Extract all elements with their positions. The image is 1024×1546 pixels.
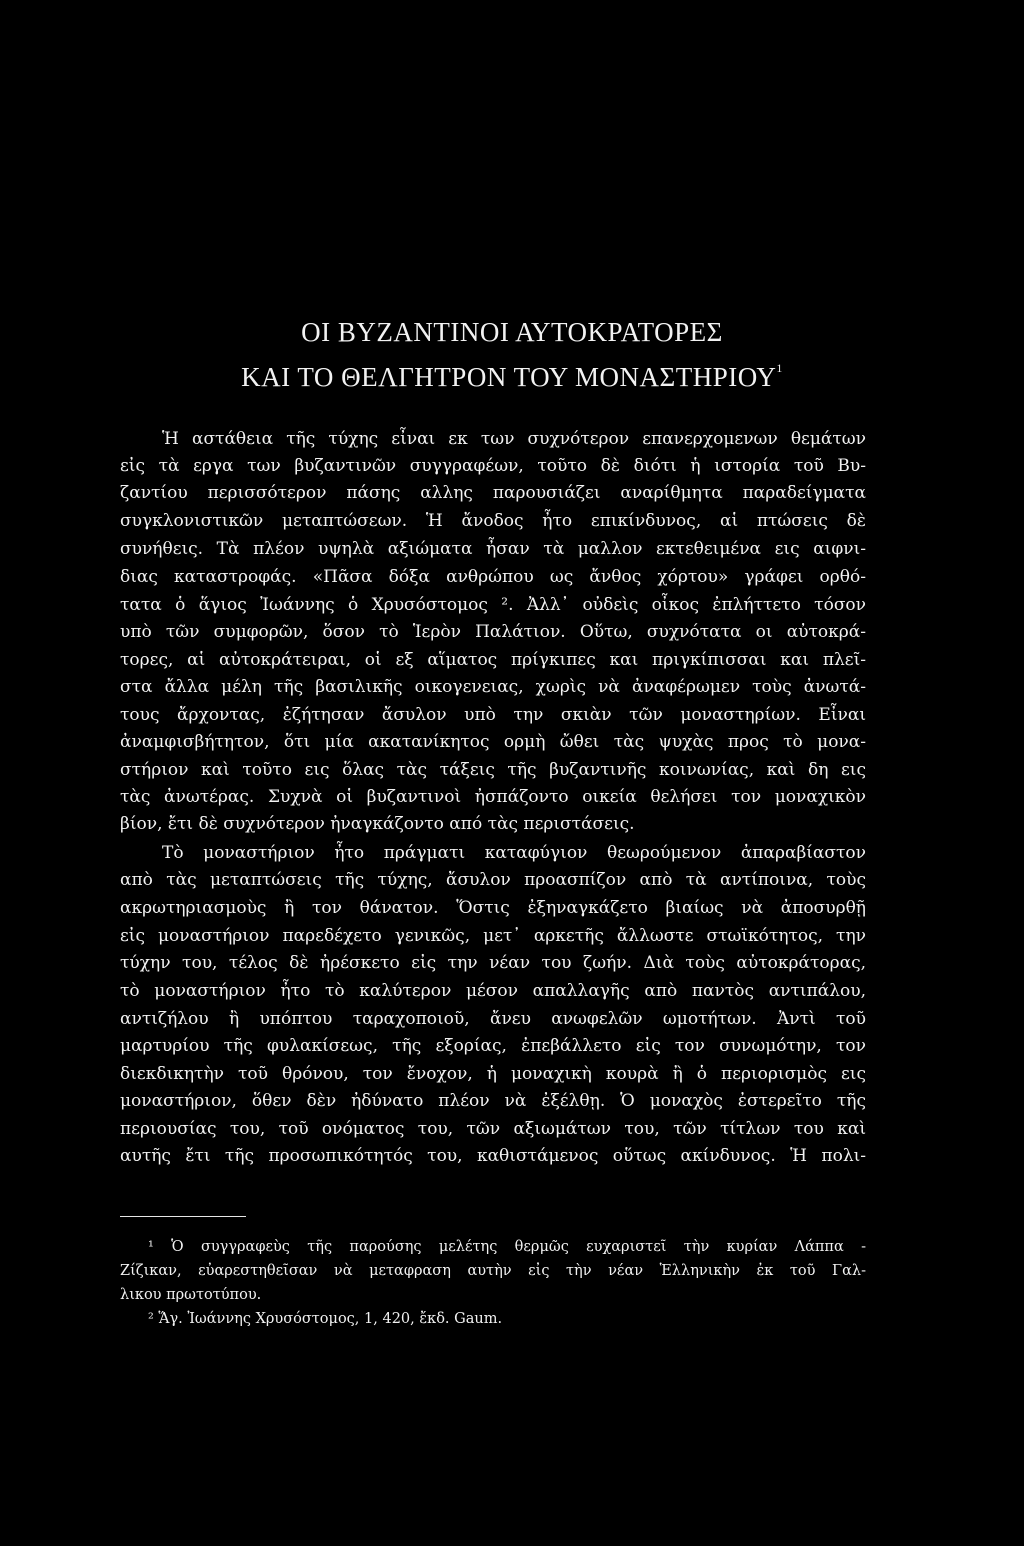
paragraph-line: περιουσίας του, τοῦ ονόματος του, τῶν αξιωμάτων του, τῶν τίτλων του καὶ <box>120 1119 866 1139</box>
paragraph-line: Τὸ μοναστήριον ἦτο πράγματι καταφύγιον θεωρούμενον ἀπαραβίαστον <box>162 843 866 863</box>
title-line-2-text: ΚΑΙ ΤΟ ΘΕΛΓΗΤΡΟΝ ΤΟΥ ΜΟΝΑΣΤΗΡΙΟΥ <box>241 362 777 392</box>
paragraph-line: υπὸ τῶν συμφορῶν, ὅσον τὸ Ἱερὸν Παλάτιον. Οὕτω, συχνότατα οι αὐτοκρά- <box>120 622 866 642</box>
paragraph-line: αντιζήλου ἢ υπόπτου ταραχοποιοῦ, ἄνευ ανωφελῶν ωμοτήτων. Ἀντὶ τοῦ <box>120 1009 866 1029</box>
paragraph-line: τὰς ἀνωτέρας. Συχνὰ οἱ βυζαντινοὶ ἠσπάζοντο οικεία θελήσει τον μοναχικὸν <box>120 787 866 807</box>
title-line-2 <box>0 352 1024 393</box>
footnote-line: Ζίζικαν, εὐαρεστηθεῖσαν νὰ μεταφραση αυτὴν εἰς τὴν νέαν Ἑλληνικὴν ἐκ τοῦ Γαλ- <box>120 1263 866 1279</box>
paragraph-line: βίον, ἔτι δὲ συχνότερον ἠναγκάζοντο από τὰς περιστάσεις. <box>120 814 635 834</box>
paragraph-line: ἀναμφισβήτητον, ὅτι μία ακατανίκητος ορμὴ ὤθει τὰς ψυχὰς προς τὸ μονα- <box>120 732 866 752</box>
paragraph-line: στήριον καὶ τοῦτο εις ὅλας τὰς τάξεις τῆς βυζαντινῆς κοινωνίας, καὶ δη εις <box>120 760 866 780</box>
footnote-line: ² Ἅγ. Ἰωάννης Χρυσόστομος, 1, 420, ἔκδ. Gaum. <box>148 1311 503 1327</box>
paragraph-line: συγκλονιστικῶν μεταπτώσεων. Ἡ ἄνοδος ἦτο επικίνδυνος, αἱ πτώσεις δὲ <box>120 511 866 531</box>
paragraph-line: εἰς τὰ εργα των βυζαντινῶν συγγραφέων, τοῦτο δὲ διότι ἡ ιστορία τοῦ Βυ- <box>120 456 866 476</box>
paragraph-line: τους ἄρχοντας, ἐζήτησαν ἄσυλον υπὸ την σκιὰν τῶν μοναστηρίων. Εἶναι <box>120 705 866 725</box>
paragraph-line: μαρτυρίου τῆς φυλακίσεως, τῆς εξορίας, ἐπεβάλλετο εἰς τον συνωμότην, τον <box>120 1036 866 1056</box>
paragraph-line: στα ἄλλα μέλη τῆς βασιλικῆς οικογενειας, χωρὶς νὰ ἀναφέρωμεν τοὺς ἀνωτά- <box>120 677 866 697</box>
paragraph-line: τορες, αἱ αὐτοκράτειραι, οἱ εξ αἵματος πρίγκιπες και πριγκίπισσαι και πλεῖ- <box>120 650 866 670</box>
paragraph-line: αυτῆς ἔτι τῆς προσωπικότητός του, καθιστάμενος οὕτως ακίνδυνος. Ἡ πολι- <box>120 1146 866 1166</box>
paragraph-line: μοναστήριον, ὅθεν δὲν ἠδύνατο πλέον νὰ ἐξέλθῃ. Ὁ μοναχὸς ἐστερεῖτο τῆς <box>120 1091 866 1111</box>
footnote-line: λικου πρωτοτύπου. <box>120 1287 262 1303</box>
paragraph-line: εἰς μοναστήριον παρεδέχετο γενικῶς, μετ᾽ αρκετῆς ἄλλωστε στωϊκότητος, την <box>120 926 866 946</box>
paragraph-line: Ἡ αστάθεια τῆς τύχης εἶναι εκ των συχνότερον επανερχομενων θεμάτων <box>162 429 866 449</box>
footnote-line: ¹ Ὁ συγγραφεὺς τῆς παρούσης μελέτης θερμῶς ευχαριστεῖ τὴν κυρίαν Λάππα - <box>148 1239 866 1255</box>
paragraph-line: τατα ὁ ἅγιος Ἰωάννης ὁ Χρυσόστομος ². Ἀλλ᾽ οὐδεὶς οἶκος ἐπλήττετο τόσον <box>120 595 866 615</box>
title-line-1: ΟΙ ΒΥΖΑΝΤΙΝΟΙ ΑΥΤΟΚΡΑΤΟΡΕΣ <box>301 317 723 347</box>
paragraph-line: ακρωτηριασμοὺς ἢ τον θάνατον. Ὅστις ἐξηναγκάζετο βιαίως νὰ ἀποσυρθῇ <box>120 898 866 918</box>
paragraph-line: διεκδικητὴν τοῦ θρόνου, τον ἔνοχον, ἡ μοναχικὴ κουρὰ ἢ ὁ περιορισμὸς εις <box>120 1064 866 1084</box>
paragraph-line: απὸ τὰς μεταπτώσεις τῆς τύχης, ἄσυλον προασπίζον απὸ τὰ αντίποινα, τοὺς <box>120 870 866 890</box>
paragraph-line: τὸ μοναστήριον ἦτο τὸ καλύτερον μέσον απαλλαγῆς απὸ παντὸς αντιπάλου, <box>120 981 866 1001</box>
paragraph-line: διας καταστροφάς. «Πᾶσα δόξα ανθρώπου ως ἄνθος χόρτου» γράφει ορθό- <box>120 567 866 587</box>
title-footnote-mark: 1 <box>776 361 783 375</box>
footnote-separator <box>120 1216 246 1217</box>
paragraph-line: τύχην του, τέλος δὲ ἠρέσκετο εἰς την νέαν του ζωήν. Διὰ τοὺς αὐτοκράτορας, <box>120 953 866 973</box>
paragraph-line: ζαντίου περισσότερον πάσης αλλης παρουσιάζει αναρίθμητα παραδείγματα <box>120 483 866 503</box>
paragraph-line: συνήθεις. Τὰ πλέον υψηλὰ αξιώματα ἦσαν τὰ μαλλον εκτεθειμένα εις αιφνι- <box>120 539 866 559</box>
